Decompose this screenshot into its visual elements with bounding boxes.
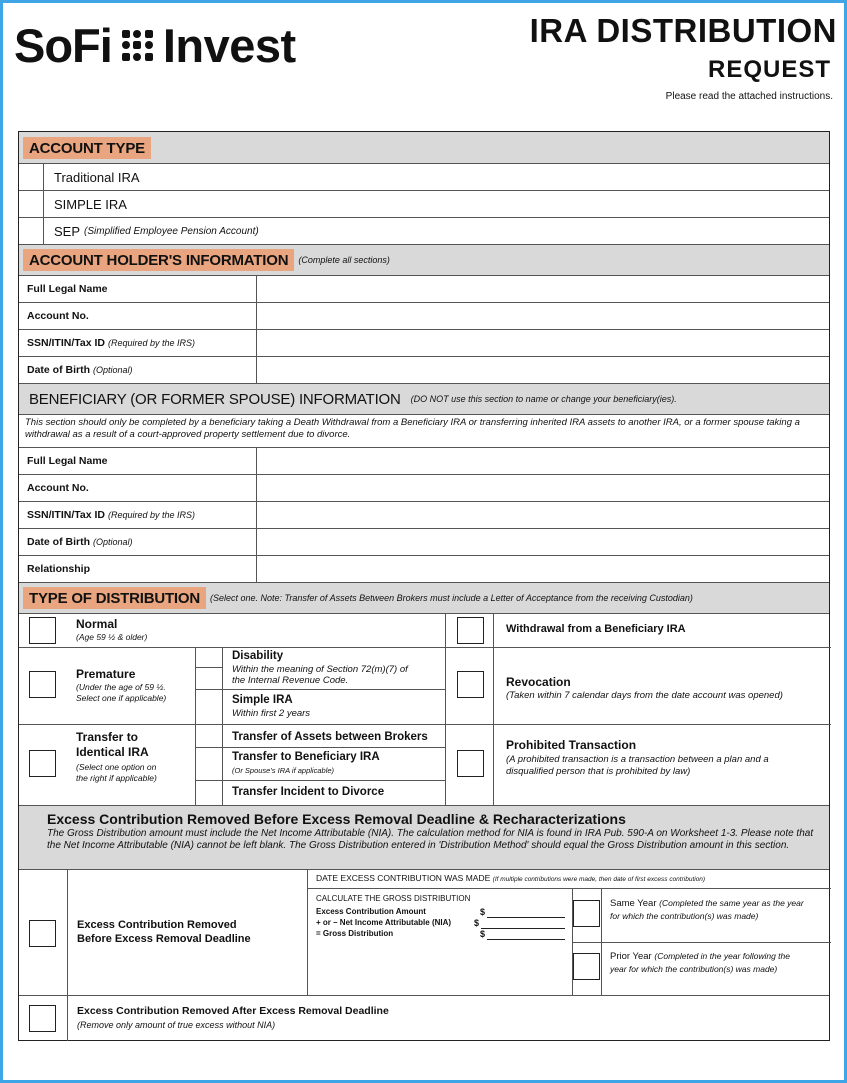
prohibited-label: Prohibited Transaction xyxy=(506,738,637,752)
same-year-note: for which the contribution(s) was made) xyxy=(610,911,759,921)
calc-line-field[interactable] xyxy=(487,939,565,940)
excess-header xyxy=(19,805,829,869)
excess-after-block xyxy=(19,995,829,1040)
beneficiary-account-field[interactable] xyxy=(257,475,829,501)
excess-title: Excess Contribution Removed Before Excess Removal Deadline & Recharacterizations xyxy=(47,811,626,827)
beneficiary-withdrawal-label: Withdrawal from a Beneficiary IRA xyxy=(506,623,686,635)
account-type-header xyxy=(19,132,829,163)
calc-line-symbol: $ xyxy=(480,907,486,917)
prohibited-note: (A prohibited transaction is a transaction between a plan and a xyxy=(506,754,769,765)
transfer-divorce-label: Transfer Incident to Divorce xyxy=(232,786,385,798)
premature-note: Select one if applicable) xyxy=(76,693,167,703)
holder-ssn-field[interactable] xyxy=(257,330,829,356)
section-title: ACCOUNT TYPE xyxy=(23,137,151,159)
account-option-label: Traditional IRA xyxy=(54,169,140,185)
section-title: BENEFICIARY (OR FORMER SPOUSE) INFORMATION xyxy=(29,391,401,408)
transfer-note: (Select one option on xyxy=(76,762,157,772)
calc-line-symbol: $ xyxy=(480,929,486,939)
beneficiary-ssn-field[interactable] xyxy=(257,502,829,528)
normal-note: (Age 59 ½ & older) xyxy=(76,632,148,642)
transfer-note: the right if applicable) xyxy=(76,773,157,783)
holder-name-row xyxy=(19,275,829,302)
holder-dob-field[interactable] xyxy=(257,357,829,383)
holder-header xyxy=(19,244,829,275)
account-option-simple xyxy=(19,190,829,217)
holder-account-row xyxy=(19,302,829,329)
transfer-label: Identical IRA xyxy=(76,745,149,759)
logo-sofi-text: SoFi xyxy=(14,19,112,72)
same-year-label: Same Year (Completed the same year as the year xyxy=(610,898,804,909)
account-option-sep xyxy=(19,217,829,244)
field-label: Account No. xyxy=(19,475,257,501)
page-title: IRA DISTRIBUTION xyxy=(529,12,837,49)
field-label: Full Legal Name xyxy=(19,448,257,474)
logo-invest-text: Invest xyxy=(162,19,296,72)
revocation-checkbox[interactable] xyxy=(457,671,484,698)
section-note: (Select one. Note: Transfer of Assets Between Brokers must include a Letter of Acceptance from the receiving Custodian) xyxy=(210,593,693,603)
beneficiary-description: This section should only be completed by a beneficiary taking a Death Withdrawal from a Beneficiary IRA or transferring inherited IRA assets to another IRA, or a former spouse taking a withdrawal as a result of a court-approved property settlement due to divorce. xyxy=(19,414,829,447)
account-option-traditional xyxy=(19,163,829,190)
premature-label: Premature xyxy=(76,667,136,681)
calc-line-symbol: $ xyxy=(474,918,480,928)
excess-before-label: Before Excess Removal Deadline xyxy=(77,933,251,945)
revocation-label: Revocation xyxy=(506,675,571,689)
excess-after-checkbox[interactable] xyxy=(29,1005,56,1032)
field-label: Account No. xyxy=(19,303,257,329)
prior-year-note: year for which the contribution(s) was made) xyxy=(610,964,778,974)
logo-grid-icon xyxy=(122,30,154,62)
revocation-note: (Taken within 7 calendar days from the date account was opened) xyxy=(506,690,783,701)
date-excess-label: DATE EXCESS CONTRIBUTION WAS MADE (If multiple contributions were made, then date of first excess contribution) xyxy=(316,873,706,883)
calc-line-label: = Gross Distribution xyxy=(316,929,394,938)
holder-account-field[interactable] xyxy=(257,303,829,329)
normal-checkbox[interactable] xyxy=(29,617,56,644)
same-year-checkbox[interactable] xyxy=(573,900,600,927)
beneficiary-withdrawal-checkbox[interactable] xyxy=(457,617,484,644)
excess-before-label: Excess Contribution Removed xyxy=(77,919,237,931)
ira-form xyxy=(18,131,830,1041)
transfer-checkbox[interactable] xyxy=(29,750,56,777)
normal-label: Normal xyxy=(76,617,118,631)
section-note: (DO NOT use this section to name or change your beneficiary(ies). xyxy=(410,394,677,404)
beneficiary-account-row xyxy=(19,474,829,501)
account-checkbox[interactable] xyxy=(19,191,44,217)
beneficiary-relationship-row xyxy=(19,555,829,582)
distribution-header xyxy=(19,582,829,613)
field-label: SSN/ITIN/Tax ID (Required by the IRS) xyxy=(19,502,257,528)
excess-description: The Gross Distribution amount must include the Net Income Attributable (NIA). The calculation method for NIA is found in IRA Pub. 590-A on Worksheet 1-3. Please note that the Net Income Attributable (NIA) cannot be left blank. The Gross Distribution entered in 'Distribution Method' should equal the Gross Distribution amount in this section. xyxy=(47,828,814,851)
holder-ssn-row xyxy=(19,329,829,356)
prior-year-checkbox[interactable] xyxy=(573,953,600,980)
disability-note: Within the meaning of Section 72(m)(7) of xyxy=(232,664,408,675)
premature-checkbox[interactable] xyxy=(29,671,56,698)
simple-ira-note: Within first 2 years xyxy=(232,708,311,719)
field-label: Full Legal Name xyxy=(19,276,257,302)
beneficiary-name-field[interactable] xyxy=(257,448,829,474)
beneficiary-relationship-field[interactable] xyxy=(257,556,829,582)
page-header xyxy=(0,0,847,120)
holder-dob-row xyxy=(19,356,829,383)
excess-before-block xyxy=(19,869,829,995)
field-label: Date of Birth (Optional) xyxy=(19,529,257,555)
beneficiary-dob-row xyxy=(19,528,829,555)
section-title: ACCOUNT HOLDER'S INFORMATION xyxy=(23,249,294,271)
beneficiary-name-row xyxy=(19,447,829,474)
holder-name-field[interactable] xyxy=(257,276,829,302)
account-option-label: SIMPLE IRA xyxy=(54,196,127,212)
field-label: Date of Birth (Optional) xyxy=(19,357,257,383)
transfer-brokers-label: Transfer of Assets between Brokers xyxy=(232,731,428,743)
section-note: (Complete all sections) xyxy=(298,255,390,265)
account-option-label: SEP (Simplified Employee Pension Account) xyxy=(54,223,259,239)
beneficiary-header xyxy=(19,383,829,414)
field-label: SSN/ITIN/Tax ID (Required by the IRS) xyxy=(19,330,257,356)
calc-line-label: + or – Net Income Attributable (NIA) xyxy=(316,918,452,927)
prohibited-checkbox[interactable] xyxy=(457,750,484,777)
instructions-note: Please read the attached instructions. xyxy=(665,91,833,102)
transfer-beneficiary-note: (Or Spouse's IRA if applicable) xyxy=(232,766,335,775)
premature-note: (Under the age of 59 ½. xyxy=(76,682,166,692)
account-checkbox[interactable] xyxy=(19,218,44,244)
distribution-grid xyxy=(19,613,829,805)
disability-note: the Internal Revenue Code. xyxy=(232,675,349,686)
excess-after-note: (Remove only amount of true excess without NIA) xyxy=(77,1020,276,1030)
transfer-label: Transfer to xyxy=(76,730,139,744)
calc-line-label: Excess Contribution Amount xyxy=(316,907,426,916)
prohibited-note: disqualified person that is prohibited by law) xyxy=(506,766,691,777)
calc-line-field[interactable] xyxy=(487,917,565,918)
excess-after-label: Excess Contribution Removed After Excess Removal Deadline xyxy=(77,1005,389,1017)
prior-year-label: Prior Year (Completed in the year following the xyxy=(610,951,790,962)
calc-line-field[interactable] xyxy=(481,928,565,929)
account-checkbox[interactable] xyxy=(19,164,44,190)
page-title-line2: REQUEST xyxy=(707,56,831,83)
section-title: TYPE OF DISTRIBUTION xyxy=(23,587,206,609)
calc-title: CALCULATE THE GROSS DISTRIBUTION xyxy=(316,894,471,903)
beneficiary-ssn-row xyxy=(19,501,829,528)
simple-ira-label: Simple IRA xyxy=(232,694,293,706)
excess-before-checkbox[interactable] xyxy=(29,920,56,947)
beneficiary-dob-field[interactable] xyxy=(257,529,829,555)
sofi-invest-logo xyxy=(14,18,296,73)
field-label: Relationship xyxy=(19,556,257,582)
transfer-beneficiary-label: Transfer to Beneficiary IRA xyxy=(232,751,380,763)
disability-label: Disability xyxy=(232,650,284,662)
